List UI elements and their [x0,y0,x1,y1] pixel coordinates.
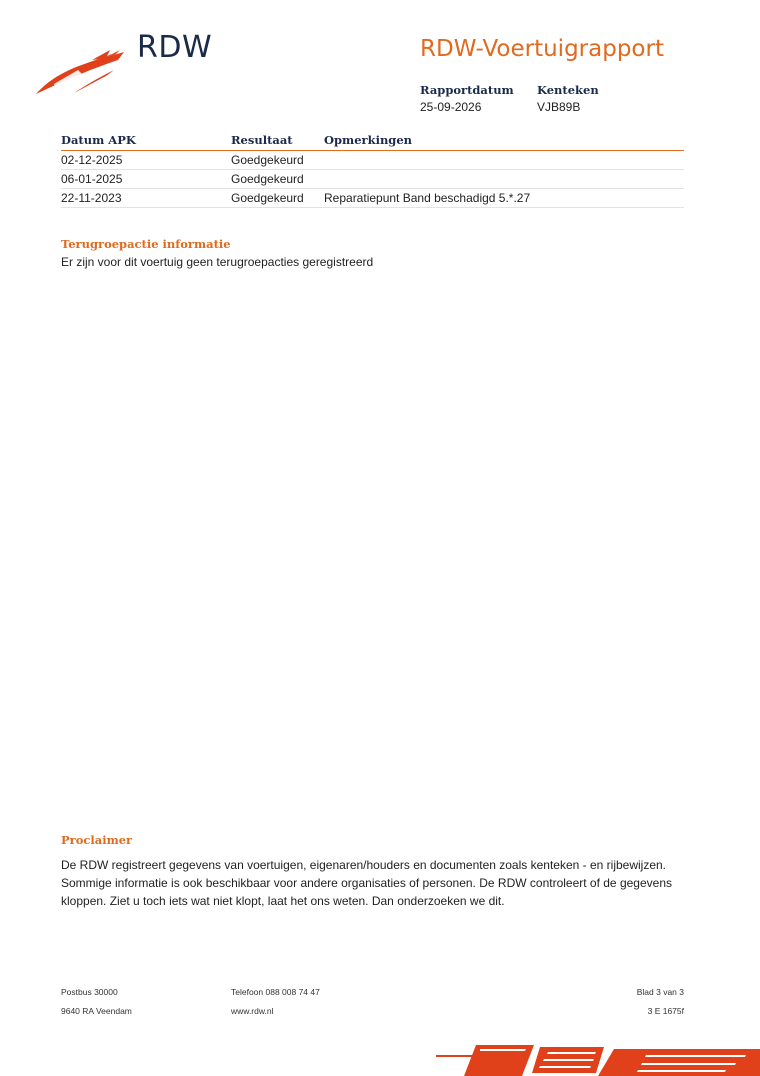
cell-remarks: Reparatiepunt Band beschadigd 5.*.27 [324,189,684,208]
cell-date: 22-11-2023 [61,189,231,208]
apk-table [61,133,684,208]
plate-value: VJB89B [537,100,581,114]
proclaimer-line: kloppen. Ziet u toch iets wat niet klopt, laat het ons weten. Dan onderzoeken we dit. [61,894,505,908]
cell-result: Goedgekeurd [231,151,324,170]
table-row [61,151,684,170]
cell-result: Goedgekeurd [231,170,324,189]
footer-postbus: Postbus 30000 [61,987,118,997]
column-header-result: Resultaat [231,133,324,151]
proclaimer-text [61,856,701,910]
column-header-remarks: Opmerkingen [324,133,684,151]
cell-date: 02-12-2025 [61,151,231,170]
stripes-decoration-icon [436,1043,760,1076]
recall-text: Er zijn voor dit voertuig geen terugroepacties geregistreerd [61,255,374,269]
table-header-row [61,133,684,151]
report-title: RDW-Voertuigrapport [420,36,664,62]
cell-remarks [324,151,684,170]
rdw-logo-icon [34,46,126,96]
footer-address: 9640 RA Veendam [61,1006,132,1016]
proclaimer-line: De RDW registreert gegevens van voertuigen, eigenaren/houders en documenten zoals kenteken - en rijbewijzen. [61,858,667,872]
footer-code: 3 E 1675f [647,1006,684,1016]
report-date-value: 25-09-2026 [420,100,482,114]
footer-website: www.rdw.nl [231,1006,274,1016]
report-date-label: Rapportdatum [420,83,514,97]
recall-title: Terugroepactie informatie [61,237,231,251]
column-header-date: Datum APK [61,133,231,151]
cell-date: 06-01-2025 [61,170,231,189]
brand-name: RDW [137,30,213,65]
table-row [61,189,684,208]
proclaimer-title: Proclaimer [61,833,133,847]
footer-phone: Telefoon 088 008 74 47 [231,987,320,997]
cell-result: Goedgekeurd [231,189,324,208]
proclaimer-line: Sommige informatie is ook beschikbaar voor andere organisaties of personen. De RDW controleert of de gegevens [61,876,672,890]
plate-label: Kenteken [537,83,599,97]
footer-page: Blad 3 van 3 [636,987,684,997]
cell-remarks [324,170,684,189]
table-row [61,170,684,189]
